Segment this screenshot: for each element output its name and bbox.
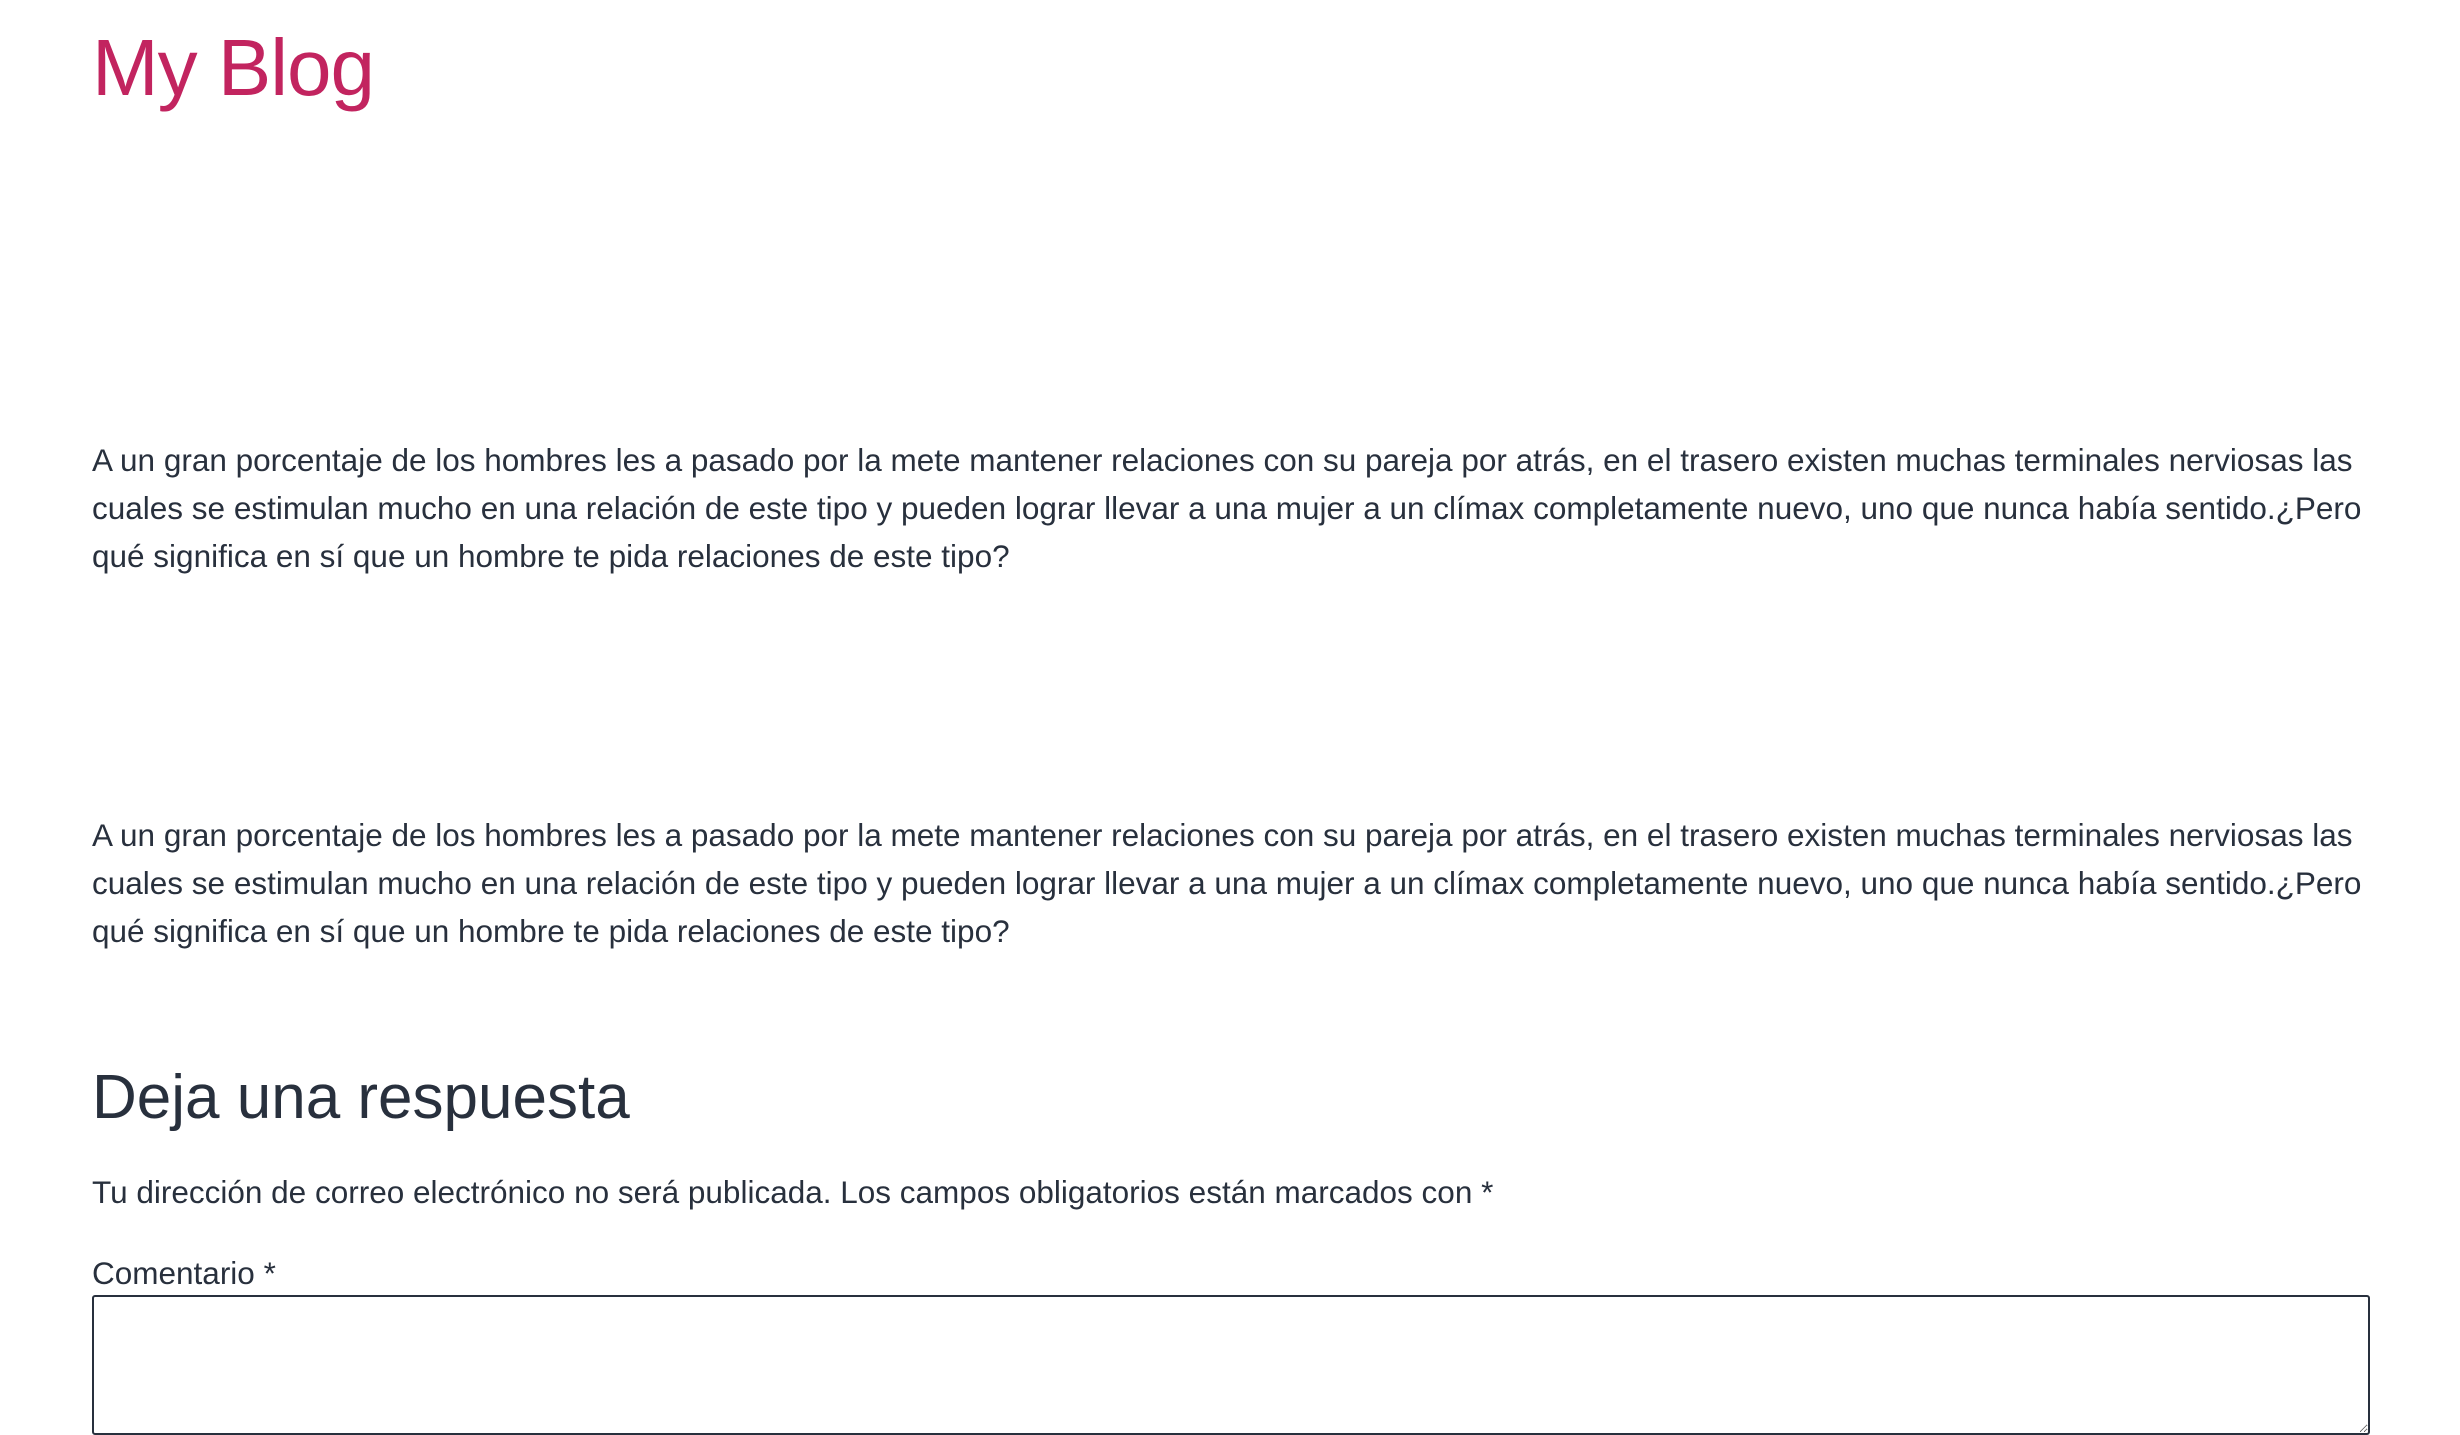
site-title-link[interactable]: My Blog <box>92 23 374 112</box>
comment-label: Comentario * <box>92 1255 276 1291</box>
article-paragraph-1: A un gran porcentaje de los hombres les a pasado por la mete mantener relaciones con su pareja por atrás, en el trasero existen muchas terminales nerviosas las cuales se estimulan mucho en una relación de este tipo y pueden lograr llevar a una mujer a un clímax completamente nuevo, uno que nunca había sentido.¿Pero qué significa en sí que un hombre te pida relaciones de este tipo? <box>92 442 2362 574</box>
comment-textarea[interactable] <box>92 1295 2370 1435</box>
comment-notes: Tu dirección de correo electrónico no será publicada. Los campos obligatorios están marcados con * <box>92 1174 1494 1210</box>
reply-title: Deja una respuesta <box>92 1063 630 1132</box>
article-paragraph-2: A un gran porcentaje de los hombres les a pasado por la mete mantener relaciones con su pareja por atrás, en el trasero existen muchas terminales nerviosas las cuales se estimulan mucho en una relación de este tipo y pueden lograr llevar a una mujer a un clímax completamente nuevo, uno que nunca había sentido.¿Pero qué significa en sí que un hombre te pida relaciones de este tipo? <box>92 817 2362 949</box>
